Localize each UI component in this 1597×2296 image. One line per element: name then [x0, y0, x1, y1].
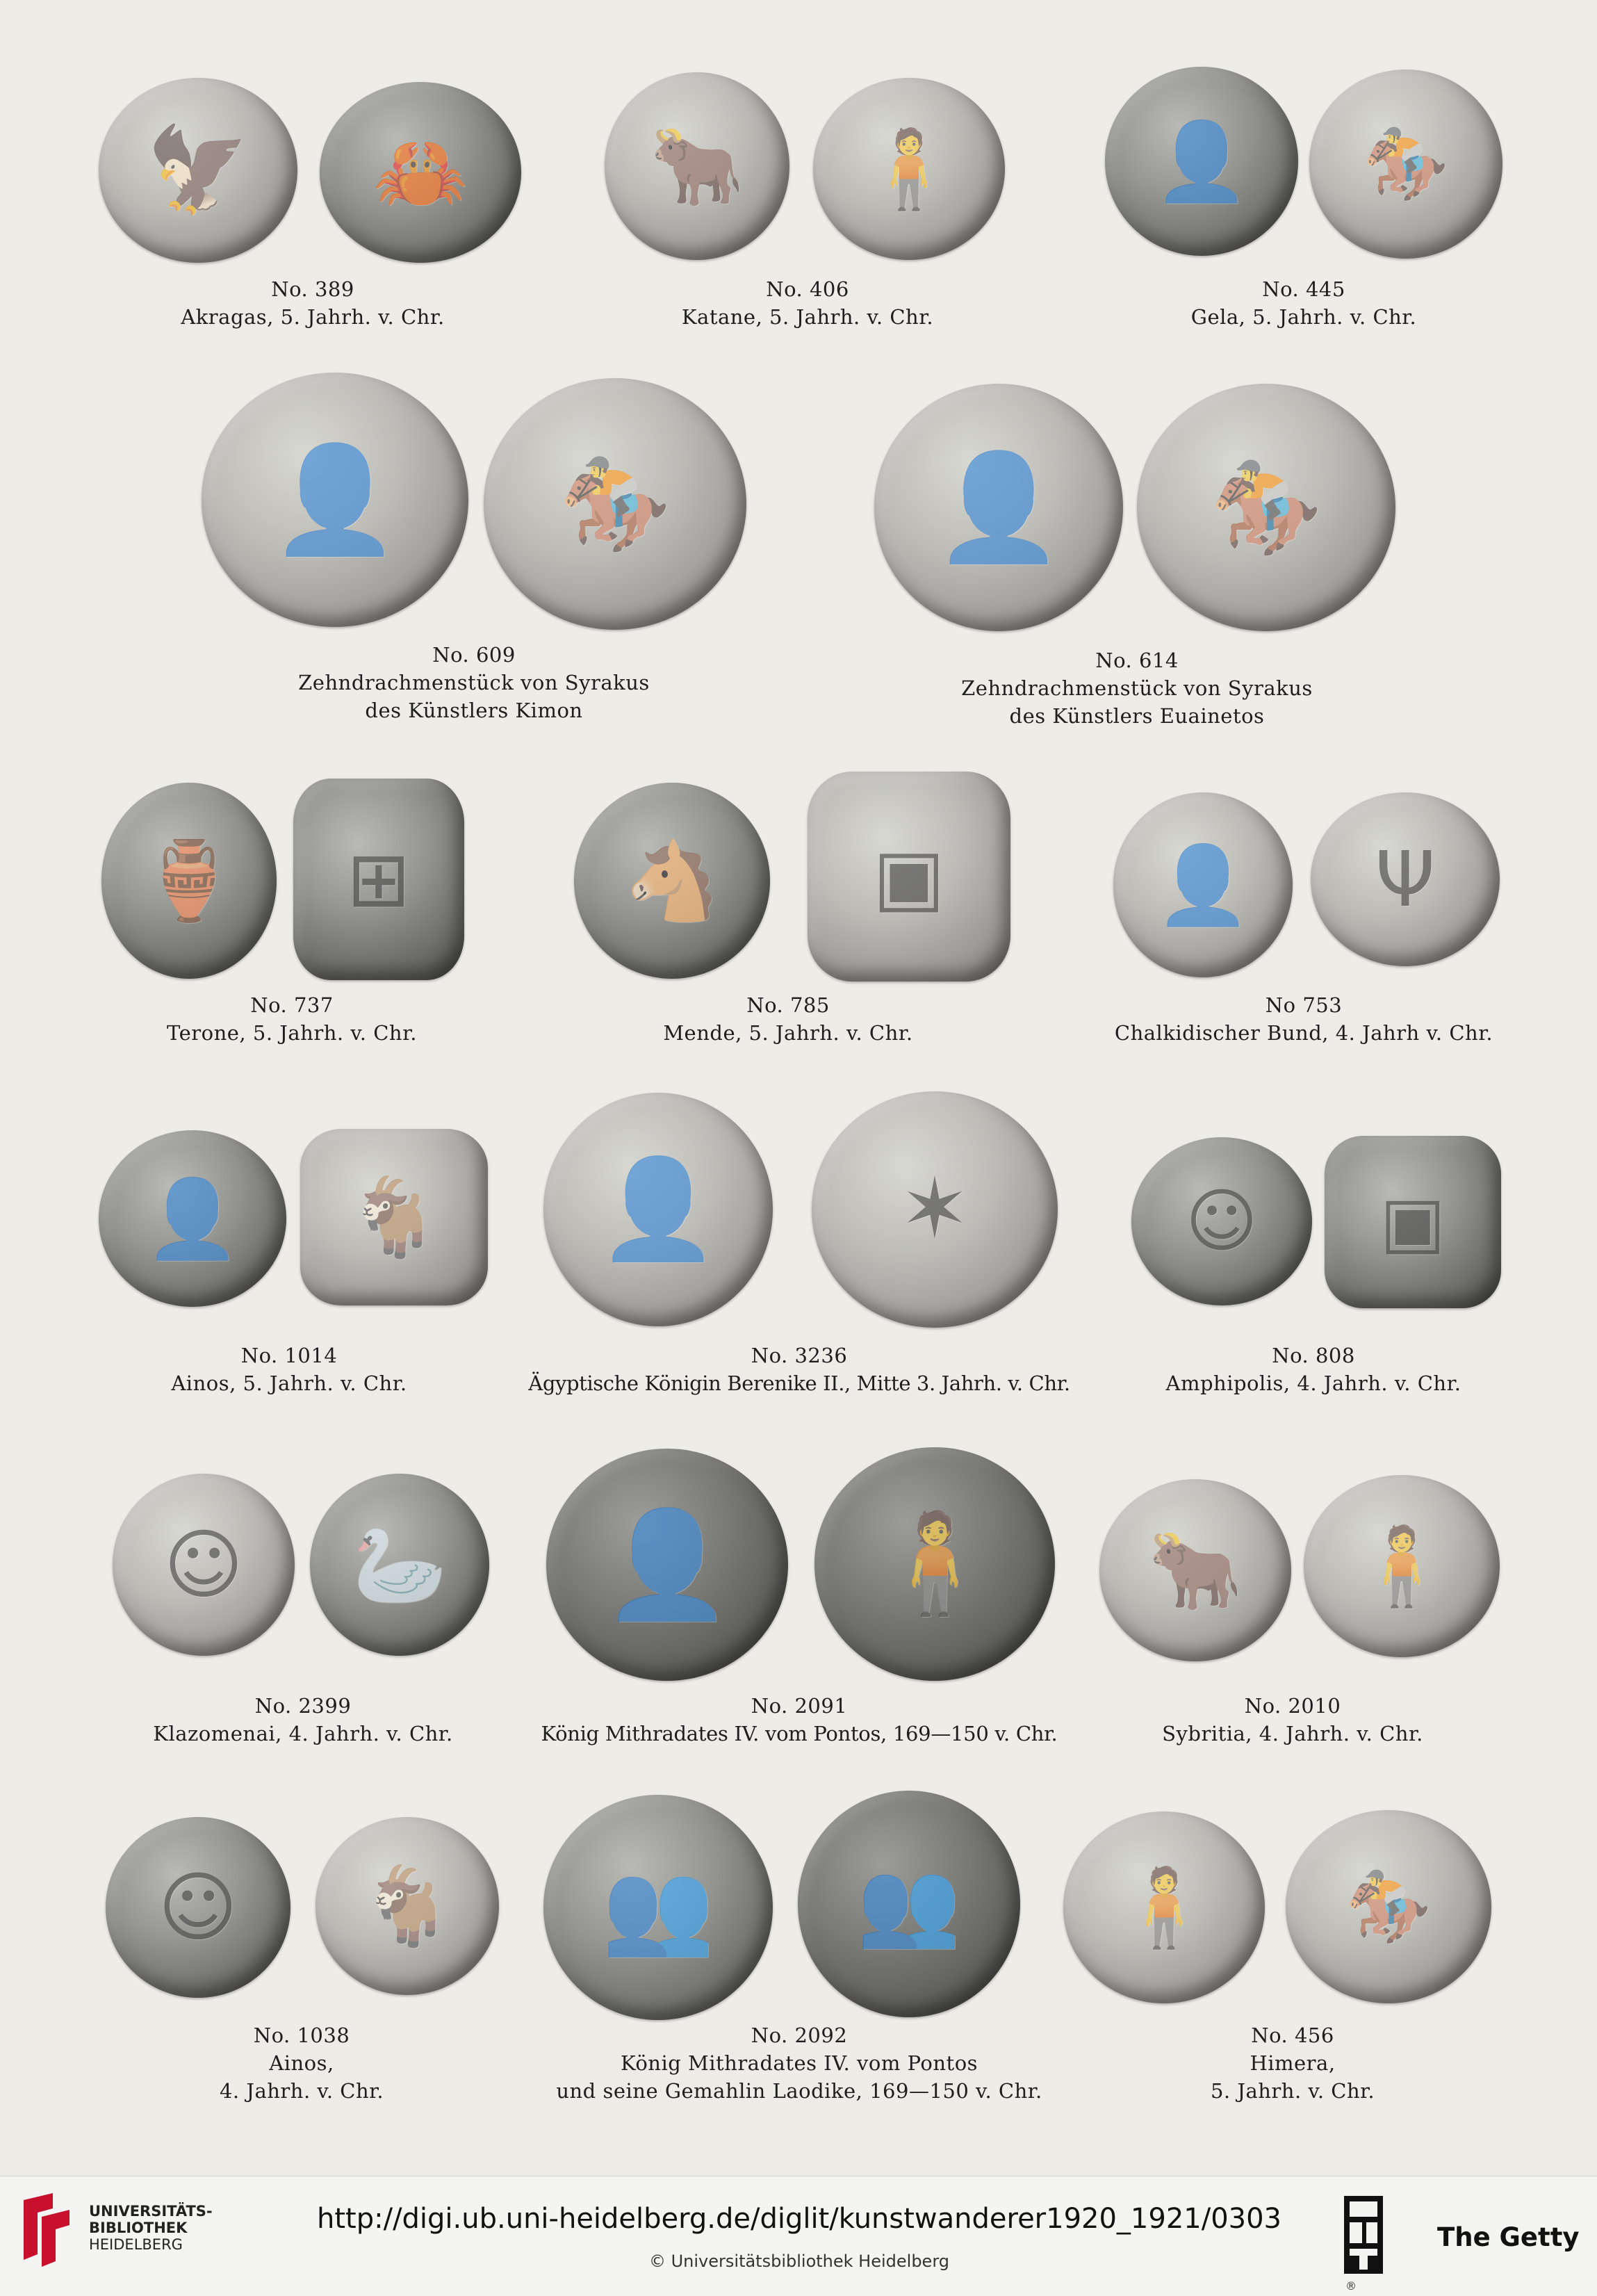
standing-figure-icon: 🧍 [861, 124, 957, 213]
caption-line: Ägyptische Königin Berenike II., Mitte 3. Jahrh. v. Chr. [528, 1371, 1070, 1395]
caption-line: Terone, 5. Jahrh. v. Chr. [167, 1021, 417, 1045]
catalog-number: No. 737 [250, 993, 334, 1017]
cornucopia-icon: ✶ [899, 1161, 970, 1257]
registered-mark: ® [1345, 2279, 1357, 2293]
catalog-number: No. 609 [432, 643, 516, 667]
caption-line: 5. Jahrh. v. Chr. [1210, 2079, 1375, 2103]
arethusa-head-icon: 👤 [933, 447, 1064, 568]
rider-on-donkey-icon: 🐴 [624, 836, 720, 925]
caption-line: Klazomenai, 4. Jahrh. v. Chr. [153, 1722, 453, 1745]
catalog-number: No. 614 [1095, 649, 1179, 672]
hermes-head-icon: 👤 [145, 1174, 240, 1263]
caption-1038 [149, 2021, 454, 2105]
coin-1038-obverse [106, 1817, 290, 1998]
caption-3236 [500, 1342, 1098, 1397]
hermes-facing-head-icon: ☺ [158, 1863, 238, 1952]
catalog-number: No. 389 [271, 277, 354, 301]
caption-line: Katane, 5. Jahrh. v. Chr. [681, 305, 934, 329]
coin-753-reverse [1311, 792, 1500, 966]
coin-2010-reverse [1304, 1475, 1500, 1657]
king-portrait-icon: 👤 [602, 1504, 732, 1625]
coin-3236-reverse [812, 1091, 1058, 1328]
caption-445 [1151, 275, 1457, 331]
amphora-icon: 🏺 [141, 836, 237, 925]
coin-445-obverse [1105, 67, 1298, 256]
coin-2010-obverse [1099, 1479, 1291, 1661]
caption-line: Mende, 5. Jahrh. v. Chr. [663, 1021, 913, 1045]
eagle-icon: 🦅 [146, 122, 250, 218]
coin-389-reverse [320, 82, 521, 263]
caption-line: Zehndrachmenstück von Syrakus [298, 671, 650, 694]
catalog-number: No. 3236 [751, 1344, 848, 1367]
library-name-line: HEIDELBERG [89, 2236, 183, 2253]
catalog-number: No. 1014 [240, 1344, 338, 1367]
coin-614-reverse [1137, 384, 1395, 631]
caption-406 [655, 275, 960, 331]
caption-753 [1095, 991, 1512, 1047]
coin-2399-obverse [113, 1474, 295, 1656]
catalog-number: No 753 [1265, 993, 1343, 1017]
coin-785-reverse [808, 772, 1010, 982]
caption-2399 [136, 1692, 470, 1748]
coin-1014-reverse [300, 1129, 488, 1305]
coin-406-obverse [605, 72, 789, 260]
chariot-icon: 🏇 [1362, 123, 1450, 204]
chariot-icon: 🏇 [1345, 1866, 1432, 1947]
torch-square-icon: ▣ [1379, 1181, 1446, 1262]
caption-line: Ainos, [269, 2051, 334, 2075]
nymph-sacrificing-icon: 🧍 [1116, 1863, 1212, 1952]
catalog-number: No. 406 [766, 277, 849, 301]
coin-808-reverse [1325, 1136, 1501, 1308]
crab-icon: 🦀 [372, 128, 468, 217]
caption-1014 [136, 1342, 442, 1397]
goat-icon: 🐐 [359, 1862, 455, 1951]
permalink-url[interactable]: http://digi.ub.uni-heidelberg.de/diglit/kunstwanderer1920_1921/0303 [317, 2203, 1281, 2235]
library-name-line: BIBLIOTHEK [89, 2220, 188, 2236]
caption-737 [139, 991, 445, 1047]
caption-line: Amphipolis, 4. Jahrh. v. Chr. [1165, 1371, 1461, 1395]
coin-737-obverse [101, 783, 277, 979]
hermes-figure-icon: 🧍 [1354, 1522, 1450, 1611]
coin-445-reverse [1309, 70, 1502, 259]
head-profile-icon: 👤 [1154, 117, 1250, 206]
caption-line: König Mithradates IV. vom Pontos [620, 2051, 978, 2075]
apollo-head-icon: 👤 [1155, 840, 1251, 929]
coin-737-reverse [293, 779, 464, 980]
jugate-portraits-icon: 👥 [602, 1855, 714, 1960]
coin-609-reverse [484, 378, 746, 630]
coin-1014-obverse [99, 1130, 286, 1307]
caption-line: 4. Jahrh. v. Chr. [219, 2079, 384, 2103]
caption-785 [635, 991, 941, 1047]
coin-753-obverse [1113, 792, 1293, 977]
copyright-notice: © Universitätsbibliothek Heidelberg [648, 2252, 949, 2271]
veiled-queen-icon: 👤 [597, 1153, 719, 1266]
caption-line: Akragas, 5. Jahrh. v. Chr. [181, 305, 445, 329]
catalog-number: No. 808 [1272, 1344, 1355, 1367]
coin-2399-reverse [310, 1474, 489, 1656]
coin-2091-reverse [814, 1447, 1055, 1681]
two-deities-icon: 👥 [857, 1855, 961, 1952]
getty-logo-icon [1344, 2196, 1383, 2274]
vine-square-icon: ▣ [873, 832, 945, 921]
caption-line: Zehndrachmenstück von Syrakus [961, 676, 1313, 700]
standing-zeus-icon: 🧍 [874, 1507, 996, 1620]
swan-icon: 🦢 [352, 1520, 448, 1609]
incuse-square-icon: ⊞ [346, 835, 411, 924]
caption-456 [1140, 2021, 1446, 2105]
caption-389 [160, 275, 466, 331]
coin-406-reverse [813, 78, 1005, 260]
coin-3236-obverse [543, 1093, 773, 1326]
caption-line: und seine Gemahlin Laodike, 169—150 v. Chr. [556, 2079, 1042, 2103]
catalog-number: No. 2399 [254, 1694, 352, 1718]
catalog-number: No. 785 [746, 993, 830, 1017]
catalog-number: No. 456 [1251, 2024, 1334, 2047]
bull-icon: 🐂 [649, 122, 745, 211]
coin-389-obverse [99, 78, 297, 263]
coin-2091-obverse [546, 1449, 788, 1681]
catalog-number: No. 1038 [253, 2024, 350, 2047]
catalog-number: No. 2092 [751, 2024, 848, 2047]
coin-785-obverse [574, 783, 770, 979]
catalog-number: No. 445 [1262, 277, 1345, 301]
coin-2092-reverse [798, 1791, 1020, 2017]
kithara-icon: Ψ [1375, 835, 1436, 924]
apollo-facing-head-icon: ☺ [163, 1520, 244, 1609]
quadriga-icon: 🏇 [1210, 455, 1322, 560]
caption-808 [1133, 1342, 1494, 1397]
catalog-number: No. 2010 [1244, 1694, 1341, 1718]
catalog-number: No. 2091 [751, 1694, 848, 1718]
getty-name: The Getty [1437, 2222, 1580, 2252]
coin-614-obverse [874, 384, 1123, 631]
coin-1038-reverse [316, 1817, 499, 1995]
caption-609 [265, 641, 682, 724]
coin-456-reverse [1286, 1810, 1491, 2003]
caption-614 [928, 646, 1345, 730]
quadriga-icon: 🏇 [559, 451, 671, 557]
library-name-line: UNIVERSITÄTS- [89, 2203, 213, 2220]
europa-on-bull-icon: 🐂 [1147, 1526, 1243, 1615]
caption-line: Chalkidischer Bund, 4. Jahrh v. Chr. [1114, 1021, 1493, 1045]
caption-line: des Künstlers Euainetos [1009, 704, 1265, 728]
coin-456-obverse [1063, 1811, 1265, 2003]
caption-line: Sybritia, 4. Jahrh. v. Chr. [1162, 1722, 1423, 1745]
caption-2091 [507, 1692, 1091, 1748]
coin-609-obverse [202, 373, 468, 627]
caption-line: Himera, [1250, 2051, 1336, 2075]
nymph-head-icon: 👤 [270, 439, 400, 560]
caption-line: Gela, 5. Jahrh. v. Chr. [1190, 305, 1417, 329]
coin-2092-obverse [543, 1795, 773, 2020]
coin-808-obverse [1131, 1137, 1312, 1305]
caption-line: des Künstlers Kimon [365, 699, 583, 722]
caption-2092 [514, 2021, 1084, 2105]
footer-bar [0, 2176, 1597, 2296]
apollo-facing-head-icon: ☺ [1185, 1180, 1259, 1262]
library-name [89, 2203, 213, 2253]
goat-icon: 🐐 [346, 1173, 442, 1262]
ub-heidelberg-logo-icon [17, 2192, 76, 2268]
caption-2010 [1126, 1692, 1459, 1748]
caption-line: König Mithradates IV. vom Pontos, 169—150 v. Chr. [541, 1722, 1058, 1745]
caption-line: Ainos, 5. Jahrh. v. Chr. [171, 1371, 407, 1395]
